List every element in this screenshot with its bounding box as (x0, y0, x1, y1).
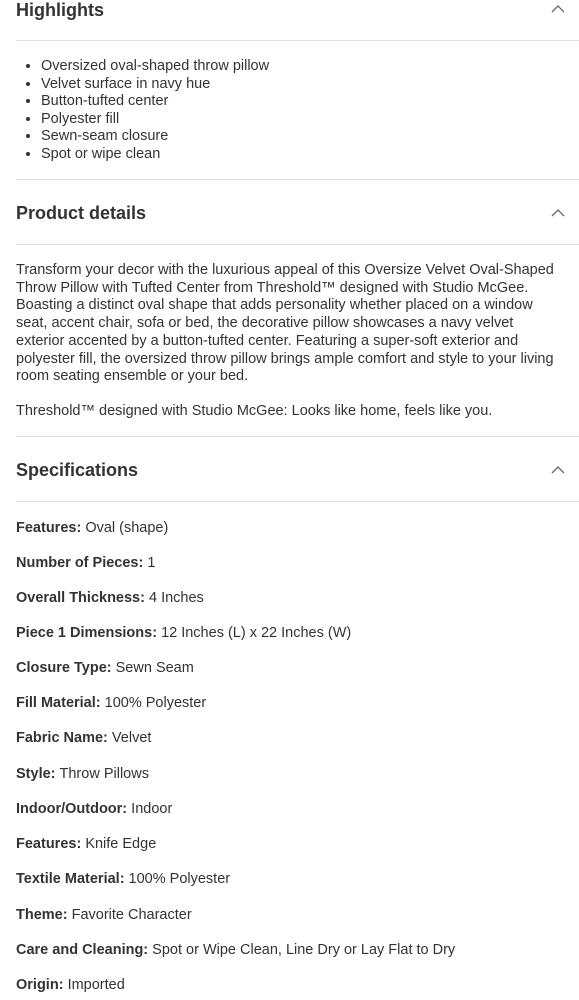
spec-row (16, 554, 155, 572)
specifications-title: Specifications (16, 460, 139, 480)
spec-value: Favorite Character (71, 907, 192, 923)
spec-label: Indoor/Outdoor: (16, 801, 132, 817)
spec-row (16, 729, 151, 747)
spec-value: Oval (shape) (85, 520, 169, 536)
spec-value: 100% Polyester (128, 871, 231, 887)
spec-label: Fabric Name: (16, 730, 112, 746)
spec-value: 4 Inches (148, 590, 204, 606)
spec-label: Textile Material: (16, 871, 129, 887)
divider (16, 179, 579, 180)
spec-value: Sewn Seam (115, 660, 194, 676)
specifications-header[interactable] (16, 460, 579, 500)
list-item: • Polyester fill (41, 111, 269, 129)
spec-label: Overall Thickness: (16, 590, 149, 606)
divider (16, 40, 579, 41)
spec-value: 12 Inches (L) x 22 Inches (W) (161, 625, 352, 641)
list-item: • Oversized oval-shaped throw pillow (41, 58, 269, 76)
divider (16, 501, 579, 502)
spec-row (16, 835, 156, 853)
spec-value: Knife Edge (85, 836, 157, 852)
spec-row (16, 976, 125, 994)
list-item: • Spot or wipe clean (41, 146, 269, 164)
spec-value: Velvet (111, 730, 152, 746)
spec-row (16, 589, 204, 607)
highlights-title: Highlights (16, 0, 104, 20)
spec-label: Number of Pieces: (16, 555, 148, 571)
spec-row (16, 519, 168, 537)
spec-value: Indoor (131, 801, 173, 817)
spec-label: Piece 1 Dimensions: (16, 625, 162, 641)
divider (16, 436, 579, 437)
spec-row (16, 906, 192, 924)
chevron-up-icon[interactable] (551, 208, 565, 218)
spec-row (16, 941, 455, 959)
list-item: • Velvet surface in navy hue (41, 76, 269, 94)
list-item: • Sewn-seam closure (41, 128, 269, 146)
spec-value: Imported (67, 977, 125, 993)
spec-label: Theme: (16, 907, 72, 923)
product-details-title: Product details (16, 203, 147, 223)
spec-row (16, 800, 172, 818)
spec-label: Care and Cleaning: (16, 942, 153, 958)
divider (16, 244, 579, 245)
product-tagline: Threshold™ designed with Studio McGee: Looks like home, feels like you. (16, 403, 493, 419)
spec-label: Features: (16, 520, 86, 536)
highlights-list (16, 58, 269, 164)
spec-value: Throw Pillows (59, 766, 149, 782)
spec-label: Style: (16, 766, 60, 782)
chevron-up-icon[interactable] (551, 465, 565, 475)
spec-label: Fill Material: (16, 695, 105, 711)
product-details-header[interactable] (16, 203, 579, 243)
list-item: • Button-tufted center (41, 93, 269, 111)
spec-row (16, 870, 230, 888)
spec-row (16, 659, 194, 677)
spec-label: Closure Type: (16, 660, 116, 676)
spec-row (16, 765, 149, 783)
spec-label: Features: (16, 836, 86, 852)
spec-row (16, 694, 206, 712)
chevron-up-icon[interactable] (551, 4, 565, 14)
spec-value: 1 (147, 555, 156, 571)
spec-label: Origin: (16, 977, 68, 993)
spec-row (16, 624, 351, 642)
spec-value: Spot or Wipe Clean, Line Dry or Lay Flat to Dry (152, 942, 456, 958)
product-description: Transform your decor with the luxurious appeal of this Oversize Velvet Oval-Shaped Throw Pillow with Tufted Center from Threshold™ designed with Studio McGee. Boasting a distinct oval shape that adds personality whether placed on a window seat, accent chair, sofa or bed, the decorative pillow showcases a navy velvet exterior accented by a button-tufted center. Featuring a super-soft exterior and polyester fill, the oversized throw pillow brings ample comfort and style to your living room seating ensemble or your bed. (16, 262, 554, 385)
spec-value: 100% Polyester (104, 695, 207, 711)
highlights-header[interactable] (16, 0, 579, 40)
